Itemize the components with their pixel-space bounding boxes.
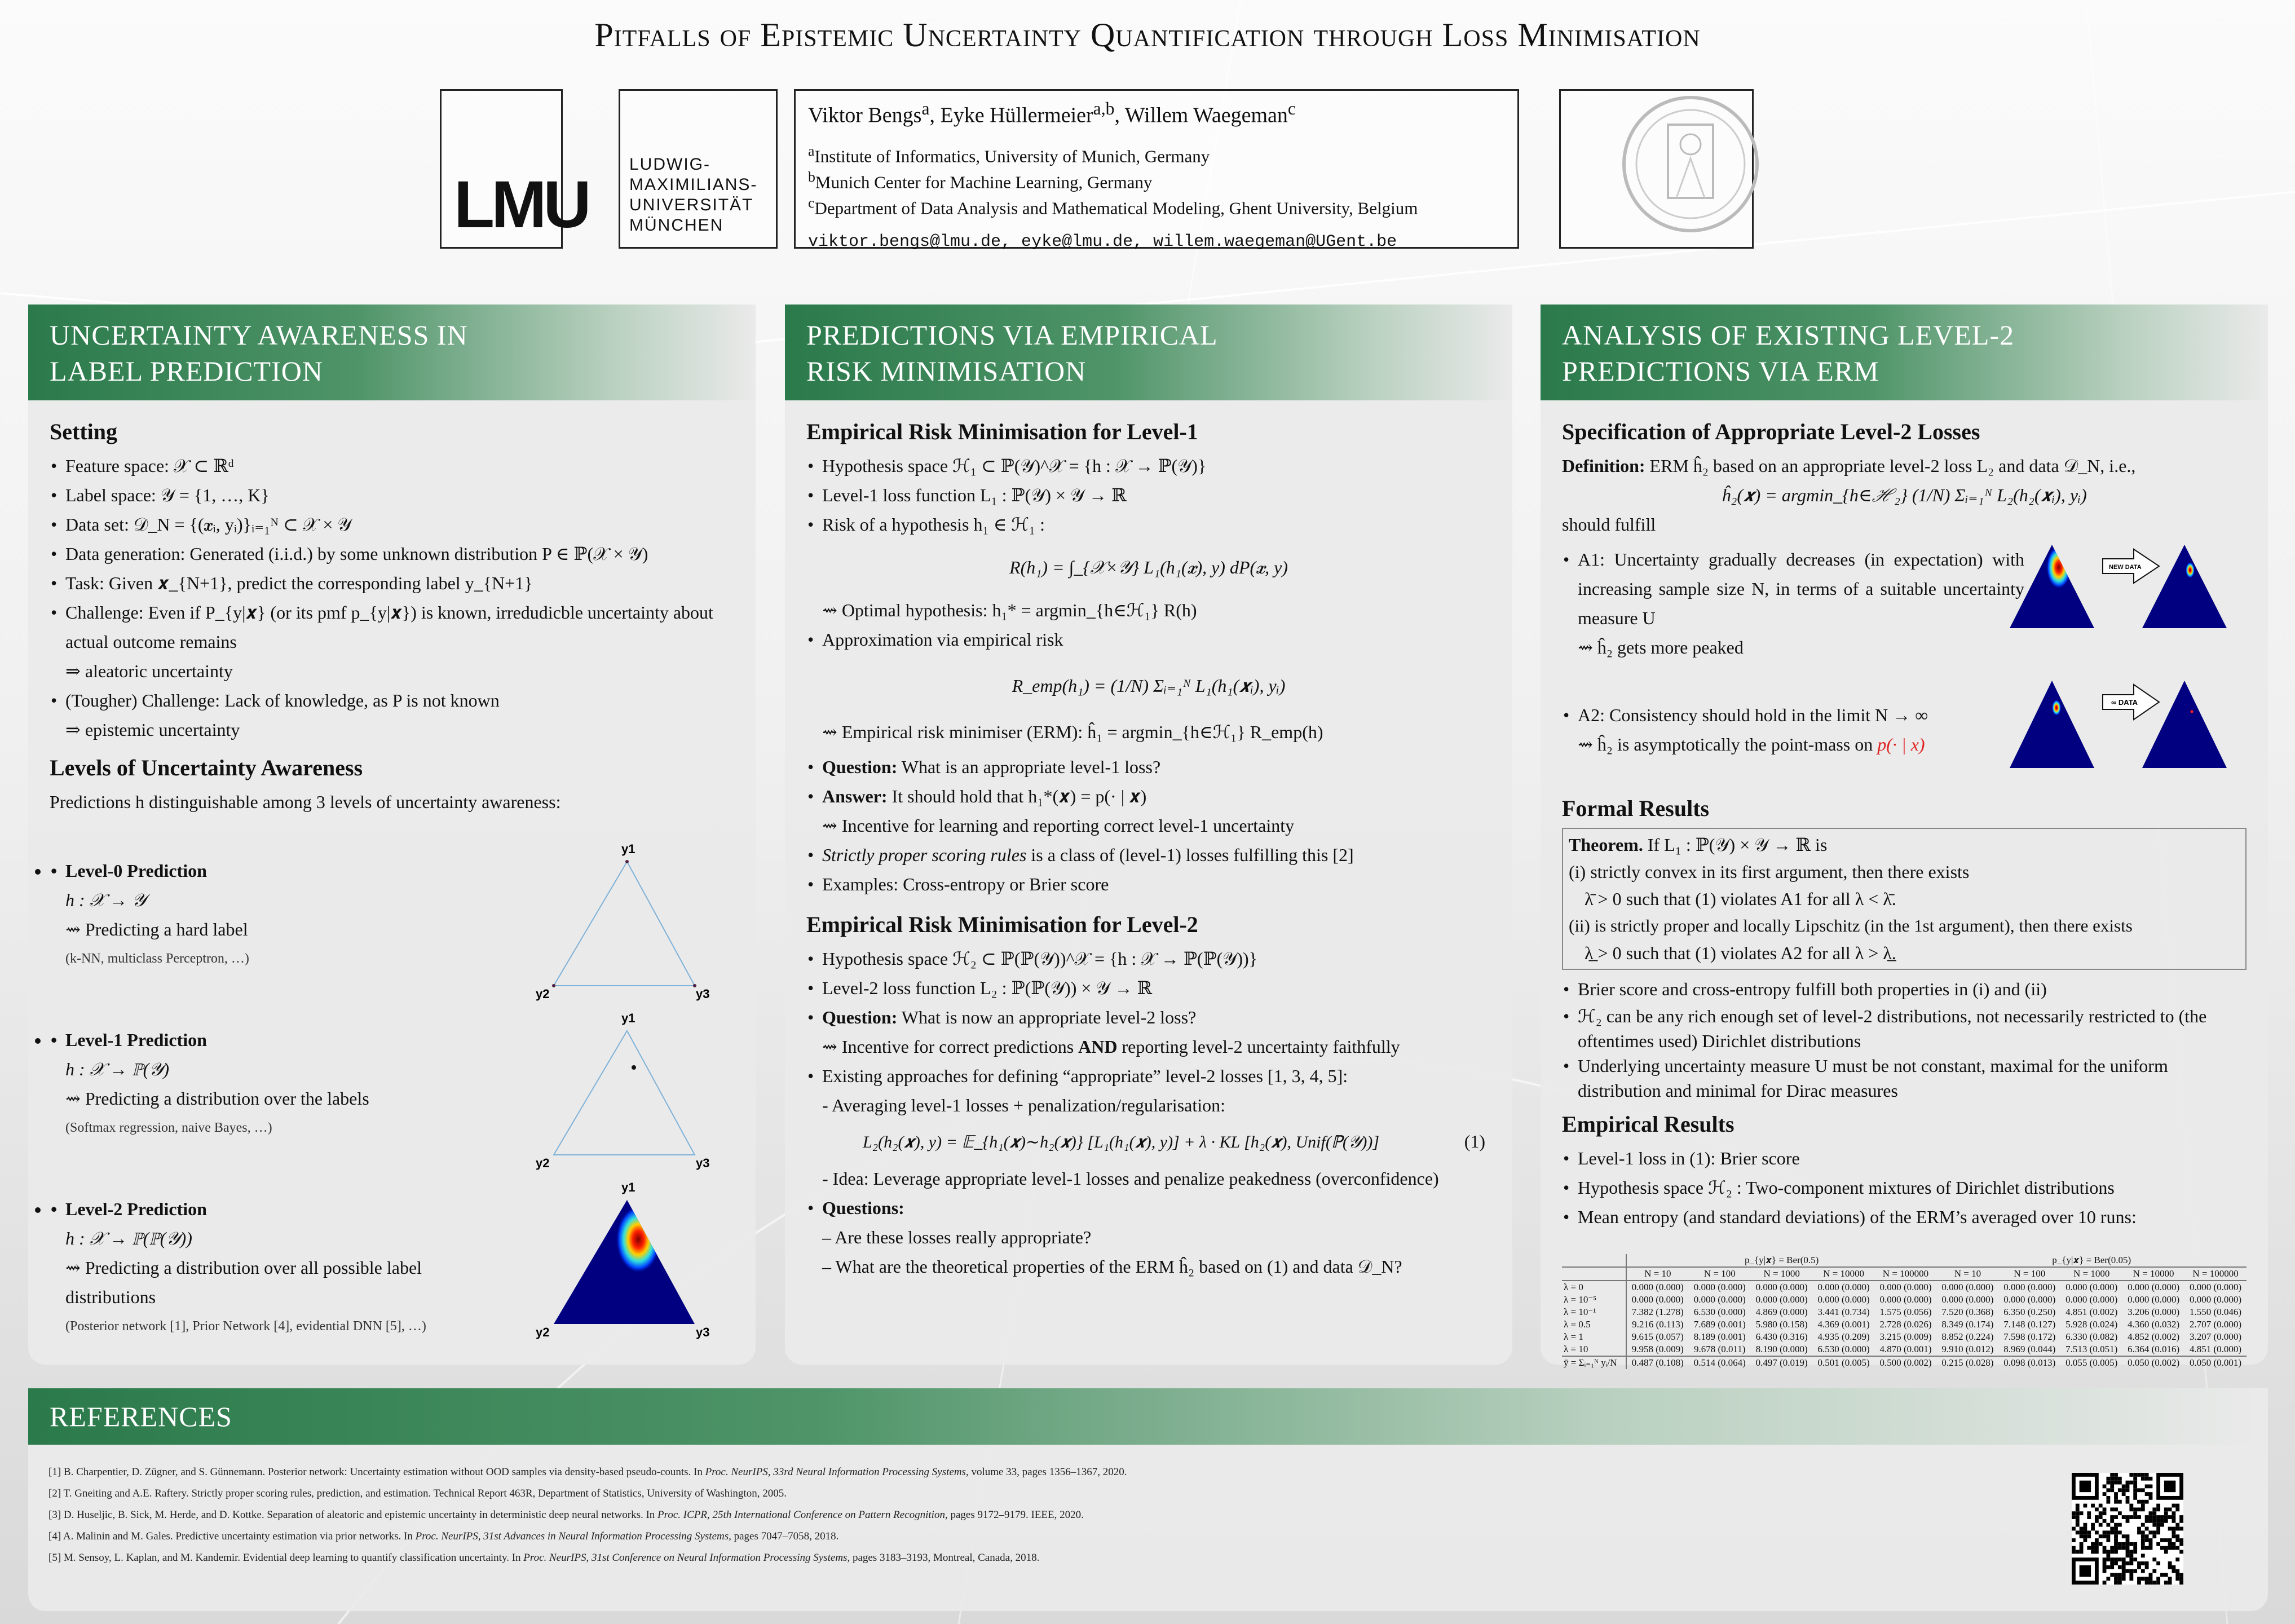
table-column-header: N = 100000	[1875, 1267, 1937, 1281]
answer-text: It should hold that h₁*(𝒙) = p(· | 𝒙)	[891, 786, 1147, 806]
list-item	[806, 752, 1491, 782]
list-item: • Hypothesis space ℋ₂ ⊂ ℙ(ℙ(𝒴))^𝒳 = {h : 𝒳 → ℙ(ℙ(𝒴))}	[806, 944, 1491, 973]
row-label: λ = 1	[1562, 1331, 1626, 1343]
author-name: Willem Waegeman	[1124, 103, 1288, 127]
a1-row	[1562, 545, 2247, 680]
table-cell: 9.216 (0.113)	[1632, 1319, 1684, 1330]
table-row	[1562, 1281, 2247, 1294]
table-cell: 6.530 (0.000)	[1817, 1344, 1870, 1354]
table-cell: 0.055 (0.005)	[2060, 1356, 2122, 1369]
affil-text: Munich Center for Machine Learning, Germany	[815, 172, 1153, 192]
level-map: h : 𝒳 → ℙ(ℙ(𝒴))	[65, 1228, 192, 1248]
table-cell: 0.000 (0.000)	[2184, 1281, 2247, 1294]
erm-definition: ⇝ Empirical risk minimiser (ERM): ĥ₁ = argmin_{h∈ℋ₁} R_emp(h)	[822, 722, 1323, 742]
table-cell: 0.000 (0.000)	[1751, 1281, 1813, 1294]
list-item: • Hypothesis space ℋ₁ ⊂ ℙ(𝒴)^𝒳 = {h : 𝒳 → ℙ(𝒴)}	[806, 451, 1491, 480]
table-cell: 3.441 (0.734)	[1817, 1307, 1870, 1317]
table-cell: 4.851 (0.002)	[2066, 1307, 2118, 1317]
list-item	[806, 840, 1491, 870]
table-cell: 0.000 (0.000)	[2060, 1281, 2122, 1294]
vertex-label: y1	[621, 1011, 635, 1025]
reference-text: [2] T. Gneiting and A.E. Raftery. Strictly proper scoring rules, prediction, and estimation. Technical Report 463R, Department of Statistics, University of Washington, 2005.	[48, 1488, 787, 1499]
table-row	[1562, 1306, 2247, 1318]
table-cell: 4.369 (0.001)	[1817, 1319, 1870, 1330]
table-cell: 0.000 (0.000)	[1875, 1281, 1937, 1294]
table-cell: 7.148 (0.127)	[2003, 1319, 2056, 1330]
definition-text: ERM ĥ₂ based on an appropriate level-2 loss L₂ and data 𝒟_N, i.e.,	[1649, 456, 2136, 476]
theorem-item: (i) strictly convex in its first argument, then there exists	[1569, 862, 1970, 882]
column-header	[1541, 304, 2268, 400]
reference-tail: , pages 7047–7058, 2018.	[729, 1530, 839, 1542]
seal-icon	[1561, 91, 1753, 248]
table-group-header: p_{y|𝒙} = Ber(0.05)	[2052, 1255, 2131, 1265]
table-row	[1562, 1331, 2247, 1343]
lmu-name-line: LUDWIG-	[629, 155, 710, 174]
affil-sup: b	[808, 168, 815, 185]
table-cell: 0.514 (0.064)	[1689, 1356, 1751, 1369]
table-cell: 0.000 (0.000)	[1941, 1294, 1994, 1305]
table-cell: 9.958 (0.009)	[1631, 1344, 1684, 1354]
should-fulfill: should fulfill	[1562, 514, 1656, 535]
l2-formula-row	[806, 1127, 1491, 1157]
table-cell: 0.000 (0.000)	[1689, 1281, 1751, 1294]
poster-title: Pitfalls of Epistemic Uncertainty Quantification through Loss Minimisation	[594, 16, 1701, 54]
results-table	[1562, 1254, 2247, 1369]
table-cell: 9.678 (0.011)	[1694, 1344, 1746, 1354]
incentive-bold: AND	[1078, 1036, 1118, 1057]
level-1-row	[50, 1008, 734, 1177]
table-column-header: N = 10	[1936, 1267, 1998, 1281]
column-erm	[785, 304, 1512, 1365]
header-line: RISK MINIMISATION	[806, 355, 1087, 387]
level-desc: ⇝ Predicting a distribution over the labels	[65, 1088, 369, 1109]
table-cell: 0.000 (0.000)	[2189, 1294, 2242, 1305]
definition-formula: ĥ₂(𝒙) = argmin_{h∈ℋ₂} (1/N) Σᵢ₌₁ᴺ L₂(h₂(𝒙ᵢ), yᵢ)	[1722, 485, 2087, 505]
theorem-item: λ̲ > 0 such that (1) violates A2 for all λ > λ̲.	[1585, 943, 1896, 963]
table-group-header: p_{y|𝒙} = Ber(0.5)	[1744, 1255, 1819, 1265]
table-cell: 9.910 (0.012)	[1941, 1344, 1994, 1354]
list-item: • Task: Given 𝒙_{N+1}, predict the corresponding label y_{N+1}	[50, 568, 734, 598]
vertex-label: y2	[536, 1156, 550, 1170]
author-list: Viktor Bengs$^a$, Eyke Hüllermeier$^{a,b}$, Willem Waegeman$^c$	[808, 99, 1296, 127]
affiliation	[808, 140, 1505, 166]
theorem-item: λ̄ > 0 such that (1) violates A1 for all λ < λ̄.	[1585, 889, 1896, 909]
l2-formula: L₂(h₂(𝒙), y) = 𝔼_{h₁(𝒙)∼h₂(𝒙)} [L₁(h₁(𝒙), y)] + λ · KL [h₂(𝒙), Unif(ℙ(𝒴))]	[863, 1133, 1379, 1151]
theorem-box	[1562, 828, 2247, 970]
author-sup: a	[921, 99, 930, 118]
table-cell: 0.000 (0.000)	[1626, 1281, 1689, 1294]
table-corner	[1562, 1254, 1626, 1267]
list-item	[50, 686, 734, 744]
authors-box	[794, 89, 1519, 249]
references-header: REFERENCES	[28, 1388, 2268, 1445]
table-cell: 8.852 (0.224)	[1941, 1331, 1994, 1342]
reference-venue: Proc. NeurIPS, 31st Advances in Neural Information Processing Systems	[415, 1530, 729, 1542]
references-list	[28, 1445, 2268, 1586]
references-section	[28, 1388, 2268, 1611]
table-cell: 0.500 (0.002)	[1875, 1356, 1937, 1369]
list-item: • Data set: 𝒟_N = {(𝒙ᵢ, yᵢ)}ᵢ₌₁ᴺ ⊂ 𝒳 × 𝒴	[50, 510, 734, 539]
table-cell: 6.364 (0.016)	[2128, 1344, 2180, 1354]
table-cell: 0.501 (0.005)	[1813, 1356, 1875, 1369]
table-cell: 4.870 (0.001)	[1879, 1344, 1932, 1354]
column-header	[28, 304, 756, 400]
equation-number: (1)	[1464, 1131, 1485, 1151]
list-item	[50, 598, 734, 686]
level-examples: (Posterior network [1], Prior Network [4], evidential DNN [5], …)	[65, 1319, 426, 1334]
list-item: • Level-2 loss function L₂ : ℙ(ℙ(𝒴)) × 𝒴 → ℝ	[806, 973, 1491, 1003]
reference-venue: Proc. NeurIPS, 31st Conference on Neural Information Processing Systems	[523, 1552, 848, 1564]
level-examples: (Softmax regression, naive Bayes, …)	[65, 1120, 272, 1135]
optimal-hypothesis: ⇝ Optimal hypothesis: h₁* = argmin_{h∈ℋ₁} R(h)	[822, 600, 1197, 620]
reference-item	[48, 1547, 2248, 1569]
question-item: – What are the theoretical properties of the ERM ĥ₂ based on (1) and data 𝒟_N?	[822, 1256, 1402, 1277]
averaging-text: - Averaging level-1 losses + penalization/regularisation:	[822, 1095, 1226, 1115]
author-sup: c	[1287, 99, 1296, 118]
table-cell: 7.513 (0.051)	[2066, 1344, 2118, 1354]
column-header	[785, 304, 1512, 400]
table-cell: 8.349 (0.174)	[1941, 1319, 1994, 1330]
affil-sup: c	[808, 195, 815, 211]
level-map: h : 𝒳 → 𝒴	[65, 890, 147, 910]
table-cell: 6.350 (0.250)	[2003, 1307, 2056, 1317]
challenge-result: ⇒ aleatoric uncertainty	[65, 661, 233, 681]
header-line: UNCERTAINTY AWARENESS IN	[50, 319, 468, 351]
table-cell: 6.430 (0.316)	[1755, 1331, 1808, 1342]
simplex-level-1	[536, 1008, 712, 1172]
table-cell: 8.190 (0.000)	[1755, 1344, 1808, 1354]
a2-result	[1562, 730, 2024, 759]
table-cell: 7.689 (0.001)	[1693, 1319, 1746, 1330]
table-column-header: N = 10000	[2122, 1267, 2184, 1281]
arrow-label: ∞ DATA	[2111, 698, 2138, 707]
table-cell: 0.000 (0.000)	[1693, 1294, 1746, 1305]
row-label: ȳ = Σᵢ₌₁ᴺ yᵢ/N	[1562, 1356, 1626, 1369]
row-label: λ = 10⁻¹	[1562, 1306, 1626, 1318]
section-title: Empirical Risk Minimisation for Level-1	[806, 419, 1198, 444]
column-analysis	[1541, 304, 2268, 1368]
table-column-header: N = 100000	[2184, 1267, 2247, 1281]
reference-item	[48, 1526, 2248, 1547]
table-cell: 7.520 (0.368)	[1941, 1307, 1994, 1317]
table-row	[1562, 1343, 2247, 1356]
simplex-level-2	[536, 1177, 712, 1341]
list-item: • Data generation: Generated (i.i.d.) by some unknown distribution P ∈ ℙ(𝒳 × 𝒴)	[50, 539, 734, 568]
table-row	[1562, 1318, 2247, 1331]
lmu-logo-mark	[440, 89, 588, 249]
table-cell: 1.550 (0.046)	[2189, 1307, 2242, 1317]
lmu-logo-text: LMU	[454, 167, 588, 242]
reference-tail: , volume 33, pages 1356–1367, 2020.	[965, 1466, 1127, 1478]
incentive-text	[806, 1032, 1491, 1061]
list-item: • Label space: 𝒴 = {1, …, K}	[50, 480, 734, 510]
table-cell: 2.728 (0.026)	[1879, 1319, 1932, 1330]
table-column-header-row	[1562, 1267, 2247, 1281]
section-title: Setting	[50, 419, 117, 444]
list-item	[806, 1193, 1491, 1223]
spsr-italic: Strictly proper scoring rules	[822, 845, 1027, 865]
vertex-label: y2	[536, 987, 550, 1001]
row-label: λ = 10⁻⁵	[1562, 1294, 1626, 1306]
table-cell: 0.000 (0.000)	[1755, 1294, 1808, 1305]
table-cell: 0.487 (0.108)	[1626, 1356, 1689, 1369]
list-item: • Feature space: 𝒳 ⊂ ℝᵈ	[50, 451, 734, 480]
definition-label: Definition:	[1562, 456, 1645, 476]
level-title: • • Level-1 Prediction	[50, 1025, 512, 1054]
a2-result-text: ⇝ ĥ₂ is asymptotically the point-mass on	[1578, 734, 1873, 754]
theorem-item: (ii) is strictly proper and locally Lipschitz (in the 1st argument), then there exists	[1569, 916, 2133, 935]
table-cell: 0.000 (0.000)	[2066, 1294, 2118, 1305]
affil-text: Department of Data Analysis and Mathematical Modeling, Ghent University, Belgium	[814, 198, 1418, 218]
answer-label: Answer:	[822, 786, 888, 806]
qr-code-icon[interactable]	[2072, 1473, 2183, 1585]
table-cell: 5.928 (0.024)	[2066, 1319, 2118, 1330]
table-cell: 0.000 (0.000)	[2128, 1294, 2180, 1305]
header-line: LABEL PREDICTION	[50, 355, 323, 387]
table-column-header: N = 10	[1626, 1267, 1689, 1281]
section-title: Empirical Risk Minimisation for Level-2	[806, 912, 1198, 937]
table-cell: 4.869 (0.000)	[1755, 1307, 1808, 1317]
table-cell: 0.000 (0.000)	[1813, 1281, 1875, 1294]
reference-text: [1] B. Charpentier, D. Zügner, and S. Günnemann. Posterior network: Uncertainty estimation without OOD samples via density-based pseudo-counts. In	[48, 1466, 705, 1478]
lmu-logo-name	[619, 89, 778, 249]
list-item: • Examples: Cross-entropy or Brier score	[806, 870, 1491, 899]
list-item	[806, 1003, 1491, 1032]
section-title: Levels of Uncertainty Awareness	[50, 755, 363, 780]
table-cell: 0.050 (0.002)	[2122, 1356, 2184, 1369]
question-text: What is an appropriate level-1 loss?	[901, 757, 1161, 777]
table-cell: 0.215 (0.028)	[1936, 1356, 1998, 1369]
table-cell: 5.980 (0.158)	[1755, 1319, 1808, 1330]
row-label: λ = 10	[1562, 1343, 1626, 1356]
list-item: • Mean entropy (and standard deviations) of the ERM’s averaged over 10 runs:	[1562, 1202, 2247, 1232]
table-cell: 3.206 (0.000)	[2128, 1307, 2180, 1317]
level-title: • • Level-0 Prediction	[50, 856, 512, 885]
question-item: – Are these losses really appropriate?	[822, 1227, 1092, 1247]
reference-text: [5] M. Sensoy, L. Kaplan, and M. Kandemir. Evidential deep learning to quantify classification uncertainty. In	[48, 1552, 524, 1564]
incentive-text: ⇝ Incentive for learning and reporting correct level-1 uncertainty	[822, 815, 1295, 836]
affiliation	[808, 166, 1505, 192]
a2-figure	[1998, 678, 2235, 771]
vertex-label: y3	[696, 987, 710, 1001]
table-column-header: N = 1000	[1751, 1267, 1813, 1281]
challenge-text: Challenge: Even if P_{y|𝒙} (or its pmf p_{y|𝒙}) is known, irredudicble uncertainty about actual outcome remains	[65, 602, 713, 652]
incentive-a: ⇝ Incentive for correct predictions	[822, 1036, 1074, 1057]
vertex-label: y2	[536, 1325, 550, 1339]
level-0-row	[50, 839, 734, 1008]
table-cell: 4.935 (0.209)	[1817, 1331, 1870, 1342]
reference-tail: , pages 9172–9179. IEEE, 2020.	[945, 1509, 1084, 1521]
question-label: Question:	[822, 757, 898, 777]
idea-text: - Idea: Leverage appropriate level-1 losses and penalize peakedness (overconfidence)	[822, 1168, 1439, 1189]
table-row	[1562, 1294, 2247, 1306]
table-column-header: N = 10000	[1813, 1267, 1875, 1281]
table-cell: 0.000 (0.000)	[2003, 1294, 2056, 1305]
table-cell: 7.598 (0.172)	[2003, 1331, 2056, 1342]
list-item: • Brier score and cross-entropy fulfill both properties in (i) and (ii)	[1562, 974, 2247, 1004]
question-label: Question:	[822, 1007, 898, 1027]
author-sup: a,b	[1093, 99, 1115, 118]
table-cell: 8.189 (0.001)	[1693, 1331, 1746, 1342]
table-cell: 9.615 (0.057)	[1631, 1331, 1684, 1342]
setting-list	[50, 451, 734, 744]
list-item: • ℋ₂ can be any rich enough set of level-2 distributions, not necessarily restricted to (the oftentimes used) Dirichlet distributions	[1562, 1004, 2247, 1053]
risk-formula: R(h₁) = ∫_{𝒳×𝒴} L₁(h₁(𝒙), y) dP(𝒙, y)	[1009, 557, 1288, 577]
list-item: • Existing approaches for defining “appropriate” level-2 losses [1, 3, 4, 5]:	[806, 1061, 1491, 1091]
author-emails[interactable]: viktor.bengs@lmu.de, eyke@lmu.de, willem.waegeman@UGent.be	[808, 232, 1397, 251]
table-cell: 0.000 (0.000)	[1631, 1294, 1684, 1305]
levels-intro: Predictions h distinguishable among 3 levels of uncertainty awareness:	[50, 792, 561, 812]
table-cell: 4.360 (0.032)	[2128, 1319, 2180, 1330]
table-cell: 3.215 (0.009)	[1879, 1331, 1932, 1342]
list-item: • Level-1 loss function L₁ : ℙ(𝒴) × 𝒴 → ℝ	[806, 480, 1491, 510]
affil-text: Institute of Informatics, University of Munich, Germany	[814, 145, 1210, 166]
table-footer-row	[1562, 1356, 2247, 1369]
level-examples: (k-NN, multiclass Perceptron, …)	[65, 951, 249, 966]
level-title: • • Level-2 Prediction	[50, 1194, 512, 1224]
affil-sup: a	[808, 142, 815, 159]
question-text: What is now an appropriate level-2 loss?	[901, 1007, 1197, 1027]
list-item: • Underlying uncertainty measure U must be not constant, maximal for the uniform distribution and minimal for Dirac measures	[1562, 1053, 2247, 1103]
header-line: PREDICTIONS VIA EMPIRICAL	[806, 319, 1218, 351]
prediction-point	[632, 1065, 636, 1070]
a1-result: ⇝ ĥ₂ gets more peaked	[1578, 637, 1744, 657]
list-item: • Hypothesis space ℋ₂ : Two-component mixtures of Dirichlet distributions	[1562, 1173, 2247, 1202]
table-cell: 0.000 (0.000)	[2122, 1281, 2184, 1294]
vertex-label: y3	[696, 1156, 710, 1170]
table-cell: 6.530 (0.000)	[1693, 1307, 1746, 1317]
table-corner	[1562, 1267, 1626, 1281]
list-item: • Level-1 loss in (1): Brier score	[1562, 1144, 2247, 1173]
table-column-header: N = 1000	[2060, 1267, 2122, 1281]
table-cell: 0.497 (0.019)	[1751, 1356, 1813, 1369]
table-cell: 4.852 (0.002)	[2128, 1331, 2180, 1342]
reference-item	[48, 1504, 2248, 1526]
arrow-label: NEW DATA	[2109, 564, 2142, 571]
level-2-row	[50, 1177, 734, 1347]
spsr-rest: is a class of (level-1) losses fulfilling this [2]	[1031, 845, 1354, 865]
reference-text: [3] D. Huseljic, B. Sick, M. Herde, and D. Kottke. Separation of aleatoric and epistemic uncertainty in deterministic deep neural networks. In	[48, 1509, 658, 1521]
table-column-header: N = 100	[1689, 1267, 1751, 1281]
a1-figure	[1998, 545, 2235, 629]
header-line: PREDICTIONS VIA ERM	[1562, 355, 1879, 387]
header-line: ANALYSIS OF EXISTING LEVEL-2	[1562, 319, 2015, 351]
table-cell: 2.707 (0.000)	[2189, 1319, 2242, 1330]
reference-item	[48, 1483, 2248, 1504]
reference-venue: Proc. ICPR, 25th International Conference on Pattern Recognition	[657, 1509, 945, 1521]
level-desc: ⇝ Predicting a distribution over all possible label distributions	[65, 1257, 422, 1307]
list-item: • Approximation via empirical risk	[806, 625, 1491, 654]
a1-text: • A1: Uncertainty gradually decreases (in expectation) with increasing sample size N, in terms of a suitable uncertainty measure U	[1562, 545, 2024, 633]
table-cell: 1.575 (0.056)	[1879, 1307, 1932, 1317]
table-cell: 0.000 (0.000)	[1936, 1281, 1998, 1294]
tougher-text: (Tougher) Challenge: Lack of knowledge, as P is not known	[65, 690, 500, 710]
table-column-header: N = 100	[1998, 1267, 2060, 1281]
theorem-intro: If L₁ : ℙ(𝒴) × 𝒴 → ℝ is	[1647, 835, 1828, 855]
lmu-name-line: MÜNCHEN	[629, 216, 724, 235]
section-title: Specification of Appropriate Level-2 Losses	[1562, 419, 1980, 444]
level-map: h : 𝒳 → ℙ(𝒴)	[65, 1059, 170, 1079]
affiliation	[808, 192, 1505, 218]
point-mass-marker	[2191, 710, 2194, 713]
vertex-label: y1	[621, 1180, 635, 1194]
empirical-risk-formula: R_emp(h₁) = (1/N) Σᵢ₌₁ᴺ L₁(h₁(𝒙ᵢ), yᵢ)	[1012, 676, 1286, 696]
table-cell: 6.330 (0.082)	[2066, 1331, 2118, 1342]
author-name: Eyke Hüllermeier	[940, 103, 1093, 127]
simplex-level-0	[536, 839, 712, 1003]
list-item	[806, 782, 1491, 811]
lmu-name-line: MAXIMILIANS-	[629, 175, 758, 194]
level-desc: ⇝ Predicting a hard label	[65, 919, 248, 939]
section-title: Empirical Results	[1562, 1111, 1735, 1137]
table-cell: 0.098 (0.013)	[1998, 1356, 2060, 1369]
a2-text: • A2: Consistency should hold in the limit N → ∞	[1562, 700, 2024, 730]
reference-item	[48, 1462, 2248, 1483]
tougher-result: ⇒ epistemic uncertainty	[65, 720, 240, 740]
table-cell: 0.000 (0.000)	[1879, 1294, 1932, 1305]
table-cell: 8.969 (0.044)	[2003, 1344, 2056, 1354]
theorem-label: Theorem.	[1569, 835, 1643, 855]
reference-text: [4] A. Malinin and M. Gales. Predictive uncertainty estimation via prior networks. In	[48, 1530, 416, 1542]
author-name: Viktor Bengs	[808, 103, 922, 127]
table-cell: 7.382 (1.278)	[1631, 1307, 1684, 1317]
table-cell: 0.050 (0.001)	[2184, 1356, 2247, 1369]
definition	[1562, 451, 2247, 480]
table-cell: 0.000 (0.000)	[1998, 1281, 2060, 1294]
row-label: λ = 0	[1562, 1281, 1626, 1294]
a2-row	[1562, 700, 2247, 785]
table-cell: 4.851 (0.000)	[2189, 1344, 2242, 1354]
section-title: Formal Results	[1562, 796, 1710, 821]
vertex-label: y1	[621, 842, 635, 856]
table-cell: 0.000 (0.000)	[1817, 1294, 1870, 1305]
university-seal	[1559, 89, 1754, 249]
table-cell: 3.207 (0.000)	[2189, 1331, 2242, 1342]
reference-venue: Proc. NeurIPS, 33rd Neural Information Processing Systems	[705, 1466, 966, 1478]
row-label: λ = 0.5	[1562, 1318, 1626, 1331]
list-item: • Risk of a hypothesis h₁ ∈ ℋ₁ :	[806, 510, 1491, 539]
reference-tail: , pages 3183–3193, Montreal, Canada, 2018.	[847, 1552, 1040, 1564]
incentive-b: reporting level-2 uncertainty faithfully	[1122, 1036, 1400, 1057]
vertex-label: y3	[696, 1325, 710, 1339]
a2-point-mass: p(· | x)	[1877, 734, 1925, 754]
lmu-name-line: UNIVERSITÄT	[629, 196, 754, 214]
questions-label: Questions:	[822, 1198, 904, 1218]
column-uncertainty-awareness	[28, 304, 756, 1365]
